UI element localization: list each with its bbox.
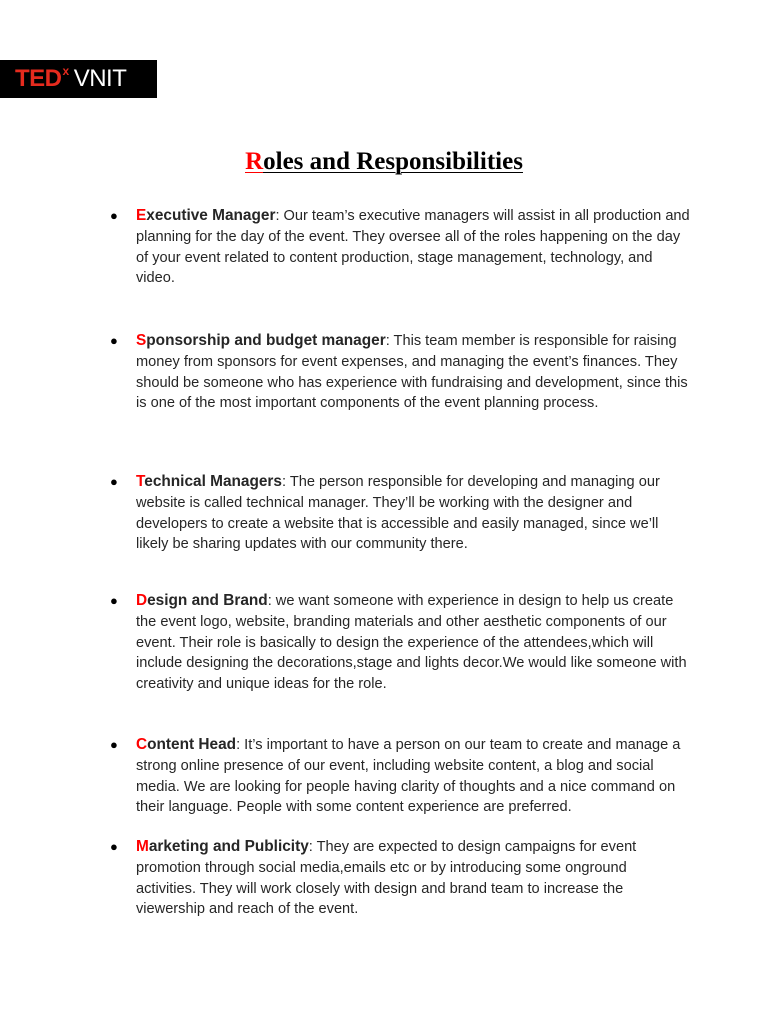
role-item-executive-manager xyxy=(110,206,690,289)
logo-ted-text: TED xyxy=(15,65,62,92)
role-heading xyxy=(136,473,282,490)
role-heading xyxy=(136,736,236,753)
role-description: : we want someone with experience in design to help us create the event logo, website, branding materials and other aesthetic components of our event. Their role is basically to design the experience of the attendees,which will include designing the decorations,stage and lights decor.We would like someone with creativity and unique ideas for the role. xyxy=(136,593,687,693)
role-description: : This team member is responsible for raising money from sponsors for event expenses, and managing the event’s finances. They should be someone who has experience with fundraising and development, since this is one of the most important components of the event planning process. xyxy=(136,333,688,412)
role-item-marketing-and-publicity xyxy=(110,837,690,920)
role-description: : They are expected to design campaigns for event promotion through social media,emails etc or by introducing some onground activities. They will work closely with design and brand team to increase the viewership and reach of the event. xyxy=(136,839,637,918)
tedx-vnit-logo xyxy=(0,60,157,98)
role-heading-rest: echnical Managers xyxy=(144,473,282,490)
role-description: : The person responsible for developing and managing our website is called technical manager. They’ll be working with the designer and developers to create a website that is accessible and easily managed, since we’ll likely be sharing updates with our community there. xyxy=(136,474,660,553)
bullet-icon: ● xyxy=(110,333,118,348)
bullet-icon: ● xyxy=(110,208,118,223)
role-heading-first-letter: S xyxy=(136,332,147,349)
role-heading-rest: arketing and Publicity xyxy=(148,838,309,855)
role-heading-first-letter: T xyxy=(136,473,145,490)
role-heading xyxy=(136,332,386,349)
role-heading-first-letter: D xyxy=(136,592,148,609)
role-heading-first-letter: M xyxy=(136,838,149,855)
role-item-sponsorship-budget-manager xyxy=(110,331,690,414)
role-item-design-and-brand xyxy=(110,591,690,695)
bullet-icon: ● xyxy=(110,474,118,489)
role-item-content-head xyxy=(110,735,690,818)
title-first-letter: R xyxy=(245,148,264,175)
logo-vnit-text: VNIT xyxy=(73,65,127,92)
title-rest: oles and Responsibilities xyxy=(263,148,523,175)
role-description: : It’s important to have a person on our team to create and manage a strong online presence of our event, including website content, a blog and social media. We are looking for people having clarity of thoughts and a nice command on their language. People with some content experience are preferred. xyxy=(136,737,681,816)
role-description: : Our team’s executive managers will assist in all production and planning for the day of the event. They oversee all of the roles happening on the day of your event related to content production, stage management, technology, and video. xyxy=(136,208,690,287)
bullet-icon: ● xyxy=(110,839,118,854)
role-heading xyxy=(136,207,275,224)
role-item-technical-managers xyxy=(110,472,690,555)
role-heading-rest: ontent Head xyxy=(147,736,237,753)
role-heading xyxy=(136,838,309,855)
role-heading-rest: xecutive Manager xyxy=(146,207,276,224)
role-heading-first-letter: E xyxy=(136,207,147,224)
role-heading-first-letter: C xyxy=(136,736,148,753)
logo-x-superscript: x xyxy=(62,64,69,78)
role-heading xyxy=(136,592,268,609)
bullet-icon: ● xyxy=(110,593,118,608)
role-heading-rest: esign and Brand xyxy=(147,592,268,609)
page-title xyxy=(0,148,768,176)
bullet-icon: ● xyxy=(110,737,118,752)
role-heading-rest: ponsorship and budget manager xyxy=(146,332,386,349)
